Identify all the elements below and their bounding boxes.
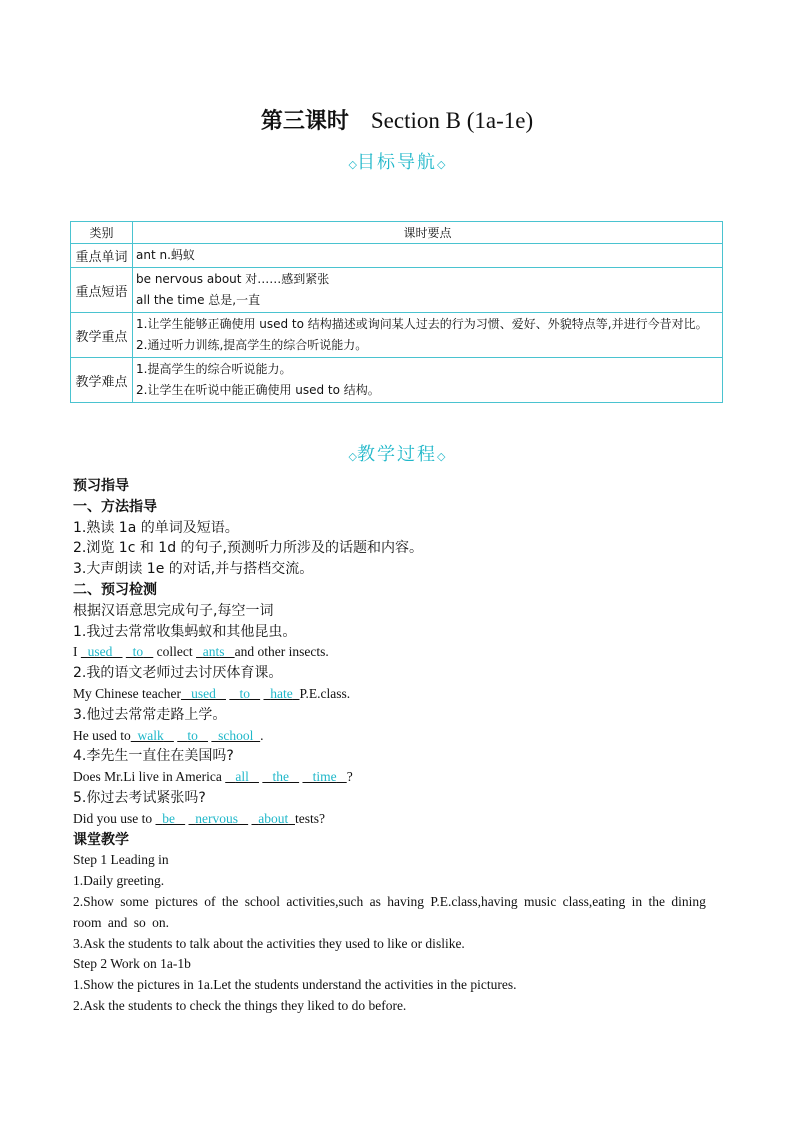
answer-word: used — [191, 685, 216, 701]
step-item: 1.Show the pictures in 1a.Let the students understand the activities in the pictures. — [73, 977, 517, 993]
header-content: 课时要点 — [133, 222, 723, 244]
method-item: 1.熟读 1a 的单词及短语。 — [73, 519, 239, 536]
goal-heading-text: 目标导航 — [357, 152, 437, 173]
answer-blank — [225, 769, 259, 784]
answer-word: to — [187, 727, 198, 743]
answer-blank — [196, 644, 235, 659]
step-item: 2.Ask the students to check the things they liked to do before. — [73, 997, 407, 1013]
question-prompt: 5.你过去考试紧张吗? — [73, 789, 206, 806]
process-heading — [0, 440, 794, 466]
answer-word: about — [258, 810, 289, 826]
preview-heading: 预习指导 — [73, 478, 129, 494]
answer-blank — [126, 644, 153, 659]
row-content — [133, 244, 723, 268]
lesson-number: 第三课时 — [260, 109, 349, 134]
row-line: 2.让学生在听说中能正确使用 used to 结构。 — [136, 383, 380, 397]
sentence-text: My Chinese teacher — [73, 685, 181, 701]
answer-blank — [81, 644, 123, 659]
question-sentence — [73, 642, 723, 663]
table-row — [71, 313, 723, 358]
sentence-text: tests? — [295, 810, 325, 826]
diamond-icon: ◇ — [437, 450, 446, 463]
check-heading: 二、预习检测 — [73, 581, 157, 598]
table-row — [71, 244, 723, 268]
answer-word: all — [235, 769, 249, 785]
header-category: 类别 — [71, 222, 133, 244]
sentence-text: P.E.class. — [299, 685, 351, 701]
sentence-text: ? — [346, 769, 353, 785]
answer-word: used — [87, 644, 113, 660]
table-row — [71, 358, 723, 403]
row-content — [133, 313, 723, 358]
row-content — [133, 358, 723, 403]
step-item: 3.Ask the students to talk about the activities they used to like or dislike. — [73, 935, 465, 951]
question-prompt: 3.他过去常常走路上学。 — [73, 706, 227, 723]
row-category: 重点短语 — [71, 268, 133, 313]
answer-word: to — [239, 685, 250, 701]
question-sentence — [73, 726, 723, 747]
question-prompt: 4.李先生一直住在美国吗? — [73, 748, 234, 765]
row-category: 教学重点 — [71, 313, 133, 358]
question-prompt: 1.我过去常常收集蚂蚁和其他昆虫。 — [73, 623, 297, 640]
answer-blank — [181, 686, 226, 701]
step-heading: Step 2 Work on 1a-1b — [73, 956, 191, 972]
process-heading-text: 教学过程 — [357, 444, 437, 465]
answer-word: school — [218, 727, 254, 743]
answer-blank — [263, 686, 299, 701]
answer-blank — [302, 769, 346, 784]
check-instruction: 根据汉语意思完成句子,每空一词 — [73, 602, 274, 619]
method-item: 2.浏览 1c 和 1d 的句子,预测听力所涉及的话题和内容。 — [73, 540, 424, 557]
answer-blank — [131, 728, 174, 743]
question-sentence — [73, 809, 723, 830]
row-line: ant n.蚂蚁 — [136, 248, 195, 262]
row-line: 1.让学生能够正确使用 used to 结构描述或询问某人过去的行为习惯、爱好、外貌特点等,并进行今昔对比。 — [136, 317, 708, 331]
question-sentence — [73, 767, 723, 788]
class-heading: 课堂教学 — [73, 831, 129, 848]
row-category: 重点单词 — [71, 244, 133, 268]
answer-blank — [229, 686, 260, 701]
row-content — [133, 268, 723, 313]
diamond-icon: ◇ — [437, 158, 446, 171]
answer-blank — [189, 811, 249, 826]
answer-word: the — [272, 769, 289, 785]
answer-blank — [252, 811, 296, 826]
sentence-text: . — [260, 727, 264, 743]
answer-word: ants — [202, 644, 225, 660]
diamond-icon: ◇ — [348, 158, 357, 171]
method-item: 3.大声朗读 1e 的对话,并与搭档交流。 — [73, 561, 314, 578]
question-sentence — [73, 684, 723, 705]
step-item: 2.Show some pictures of the school activities,such as having P.E.class,having music class,eating in the dining room and so on. — [73, 893, 706, 930]
method-heading: 一、方法指导 — [73, 498, 157, 515]
row-line: 2.通过听力训练,提高学生的综合听说能力。 — [136, 338, 368, 352]
row-category: 教学难点 — [71, 358, 133, 403]
section-title: Section B (1a-1e) — [370, 108, 534, 133]
page-title — [0, 104, 794, 135]
document-body — [73, 476, 723, 1017]
step-item: 1.Daily greeting. — [73, 873, 165, 889]
table-header-row — [71, 222, 723, 244]
sentence-text: Does Mr.Li live in America — [73, 769, 222, 785]
goal-heading — [0, 148, 794, 174]
row-line: 1.提高学生的综合听说能力。 — [136, 362, 292, 376]
table-row — [71, 268, 723, 313]
answer-blank — [177, 728, 208, 743]
answer-blank — [211, 728, 260, 743]
sentence-text: and other insects. — [234, 644, 329, 660]
row-line: be nervous about 对……感到紧张 — [136, 272, 330, 286]
answer-word: time — [312, 769, 337, 785]
diamond-icon: ◇ — [348, 450, 357, 463]
lesson-points-table — [70, 221, 723, 403]
answer-blank — [262, 769, 299, 784]
answer-word: nervous — [195, 810, 238, 826]
answer-word: hate — [270, 685, 293, 701]
step-heading: Step 1 Leading in — [73, 852, 169, 868]
answer-word: walk — [137, 727, 164, 743]
sentence-text: He used to — [73, 727, 131, 743]
sentence-text: collect — [156, 644, 193, 660]
answer-word: be — [162, 810, 175, 826]
question-prompt: 2.我的语文老师过去讨厌体育课。 — [73, 665, 283, 682]
answer-word: to — [132, 644, 144, 660]
sentence-text: Did you use to — [73, 810, 153, 826]
sentence-text: I — [73, 644, 78, 660]
row-line: all the time 总是,一直 — [136, 293, 261, 307]
answer-blank — [156, 811, 186, 826]
